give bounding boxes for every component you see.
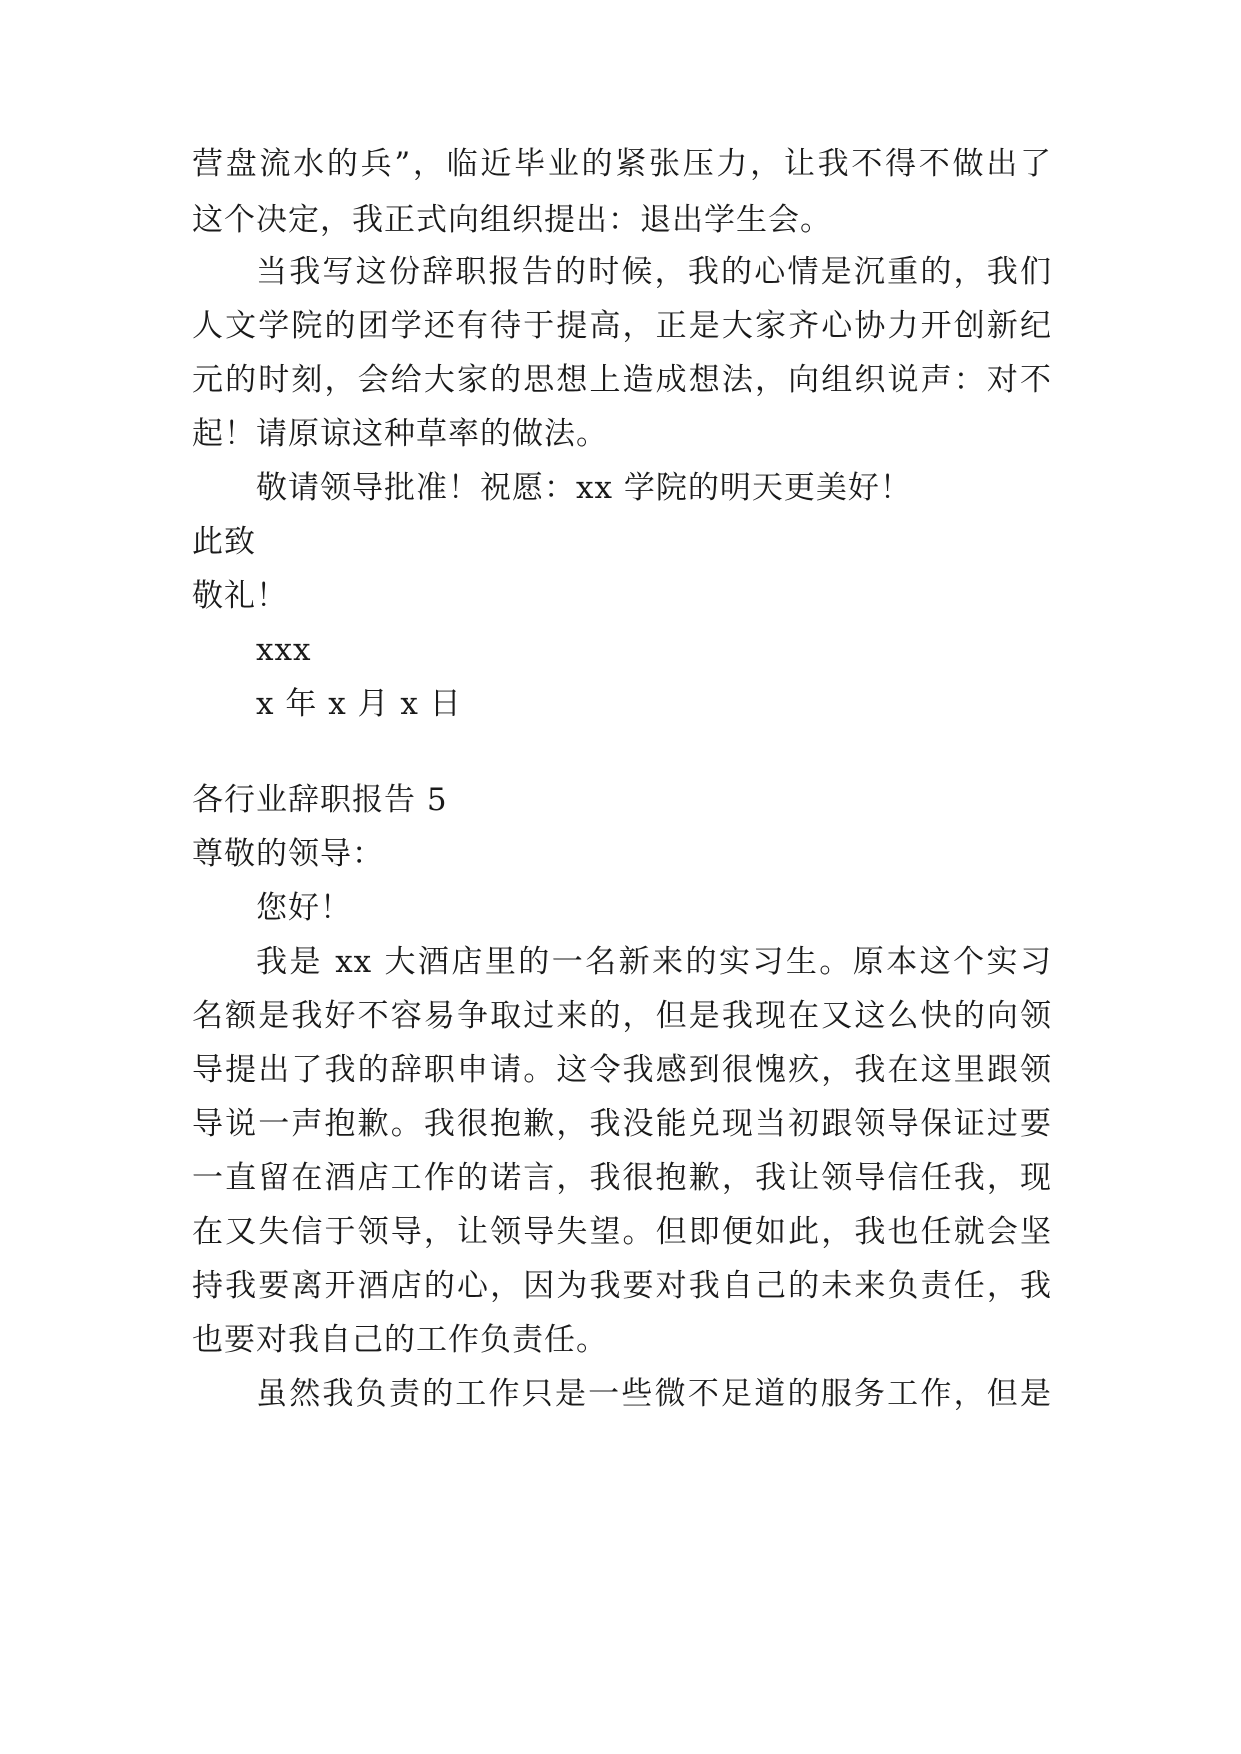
- paragraph-line: 导提出了我的辞职申请。这令我感到很愧疚，我在这里跟领: [192, 1052, 1052, 1088]
- section-title: 各行业辞职报告 5: [192, 782, 448, 818]
- paragraph-line: 虽然我负责的工作只是一些微不足道的服务工作，但是: [256, 1376, 1052, 1412]
- paragraph-line: 敬请领导批准！祝愿：xx 学院的明天更美好！: [256, 470, 912, 506]
- salutation: 尊敬的领导：: [192, 836, 384, 872]
- date: x 年 x 月 x 日: [256, 686, 462, 722]
- closing-line: 敬礼！: [192, 578, 288, 614]
- paragraph-line: 持我要离开酒店的心，因为我要对我自己的未来负责任，我: [192, 1268, 1052, 1304]
- paragraph-line: 名额是我好不容易争取过来的，但是我现在又这么快的向领: [192, 998, 1052, 1034]
- paragraph-line: 也要对我自己的工作负责任。: [192, 1322, 608, 1358]
- paragraph-line: 当我写这份辞职报告的时候，我的心情是沉重的，我们: [256, 254, 1052, 290]
- paragraph-line: 在又失信于领导，让领导失望。但即便如此，我也任就会坚: [192, 1214, 1052, 1250]
- paragraph-line: 人文学院的团学还有待于提高，正是大家齐心协力开创新纪: [192, 308, 1052, 344]
- paragraph-line: 这个决定，我正式向组织提出：退出学生会。: [192, 202, 832, 238]
- paragraph-line: 营盘流水的兵”，临近毕业的紧张压力，让我不得不做出了: [192, 146, 1052, 182]
- closing-line: 此致: [192, 524, 256, 560]
- signature: xxx: [256, 632, 312, 668]
- paragraph-line: 元的时刻，会给大家的思想上造成想法，向组织说声：对不: [192, 362, 1052, 398]
- paragraph-line: 一直留在酒店工作的诺言，我很抱歉，我让领导信任我，现: [192, 1160, 1052, 1196]
- paragraph-line: 导说一声抱歉。我很抱歉，我没能兑现当初跟领导保证过要: [192, 1106, 1052, 1142]
- greeting: 您好！: [256, 890, 352, 926]
- paragraph-line: 起！请原谅这种草率的做法。: [192, 416, 608, 452]
- paragraph-line: 我是 xx 大酒店里的一名新来的实习生。原本这个实习: [256, 944, 1052, 980]
